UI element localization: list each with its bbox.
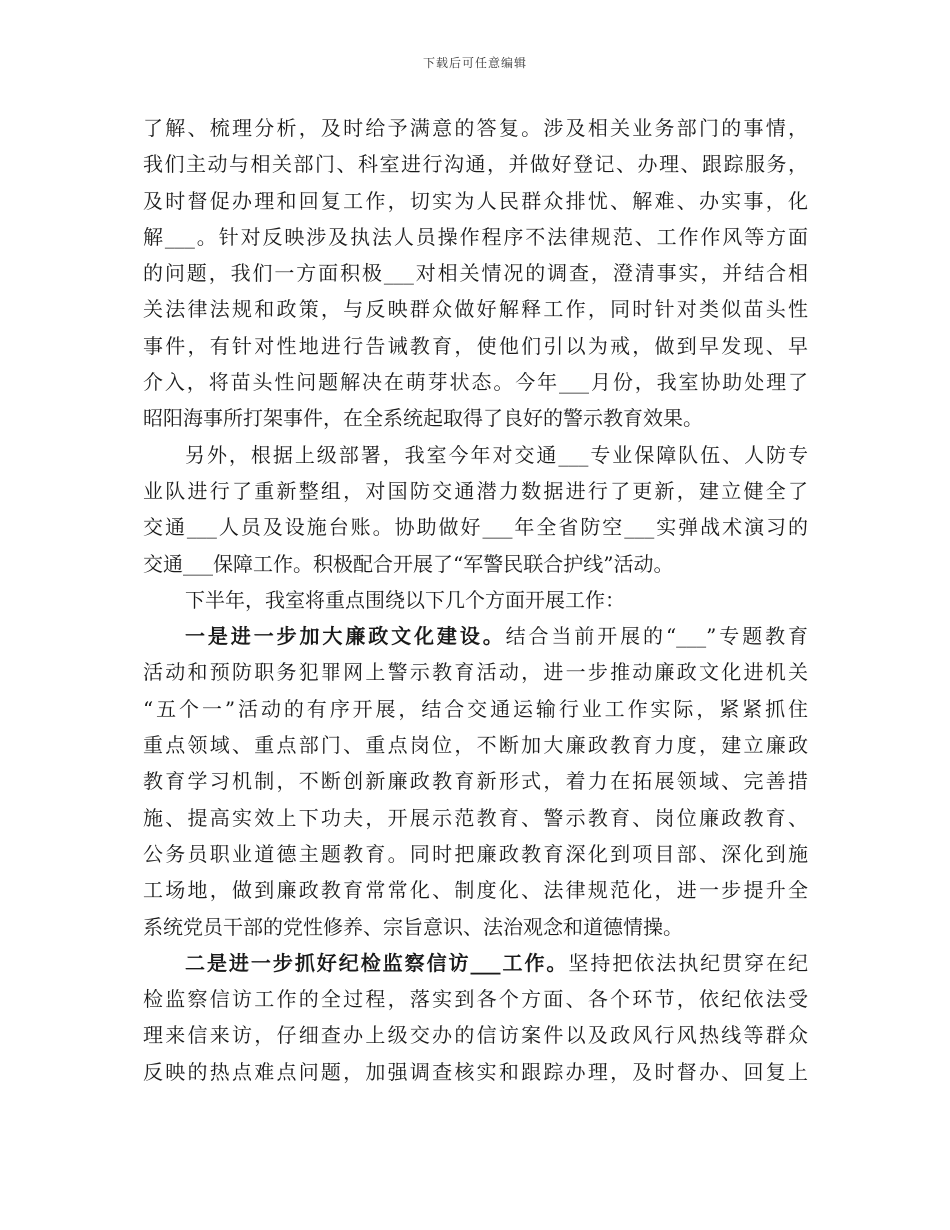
- paragraph-text: 坚持把依法执纪贯穿在纪: [568, 950, 808, 975]
- paragraph-line: 反映的热点难点问题，加强调查核实和跟踪办理，及时督办、回复上: [143, 1059, 808, 1084]
- paragraph-line: 公务员职业道德主题教育。同时把廉政教育深化到项目部、深化到施: [143, 841, 808, 866]
- paragraph-line: 检监察信访工作的全过程，落实到各个方面、各个环节，依纪依法受: [143, 987, 808, 1012]
- paragraph-line: 教育学习机制，不断创新廉政教育新形式，着力在拓展领域、完善措: [143, 769, 808, 794]
- page-header: 下载后可任意编辑: [422, 56, 527, 70]
- paragraph-line: 重点领域、重点部门、重点岗位，不断加大廉政教育力度，建立廉政: [143, 733, 808, 758]
- paragraph-line: 理来信来访，仔细查办上级交办的信访案件以及政风行风热线等群众: [143, 1023, 808, 1048]
- paragraph-line: 系统党员干部的党性修养、宗旨意识、法治观念和道德情操。: [143, 914, 683, 939]
- document-body: [143, 110, 808, 1090]
- paragraph-line: 另外，根据上级部署，我室今年对交通___专业保障队伍、人防专: [185, 442, 808, 467]
- paragraph-line: 交通___人员及设施台账。协助做好___年全省防空___实弹战术演习的: [143, 515, 808, 540]
- paragraph-line: 活动和预防职务犯罪网上警示教育活动，进一步推动廉政文化进机关: [143, 660, 808, 685]
- paragraph-line: 了解、梳理分析，及时给予满意的答复。涉及相关业务部门的事情，: [143, 116, 808, 140]
- paragraph-line: [143, 945, 808, 981]
- paragraph-line: 业队进行了重新整组，对国防交通潜力数据进行了更新，建立健全了: [143, 478, 808, 503]
- paragraph-text: 结合当前开展的“___”专题教育: [505, 624, 808, 649]
- paragraph-line: 工场地，做到廉政教育常常化、制度化、法律规范化，进一步提升全: [143, 878, 808, 903]
- paragraph-line: 关法律法规和政策，与反映群众做好解释工作，同时针对类似苗头性: [143, 297, 808, 322]
- section-heading: 二是进一步抓好纪检监察信访___工作。: [185, 950, 569, 975]
- paragraph-line: 的问题，我们一方面积极___对相关情况的调查，澄清事实，并结合相: [143, 261, 808, 286]
- paragraph-line: 及时督促办理和回复工作，切实为人民群众排忧、解难、办实事，化: [143, 188, 808, 213]
- paragraph-line: 昭阳海事所打架事件，在全系统起取得了良好的警示教育效果。: [143, 406, 703, 431]
- paragraph-line: 事件，有针对性地进行告诫教育，使他们引以为戒，做到早发现、早: [143, 333, 808, 358]
- paragraph-line: 交通___保障工作。积极配合开展了“军警民联合护线”活动。: [143, 551, 674, 576]
- section-heading: 一是进一步加大廉政文化建设。: [185, 624, 506, 649]
- paragraph-line: 下半年，我室将重点围绕以下几个方面开展工作：: [185, 587, 625, 612]
- paragraph-line: [143, 618, 808, 654]
- paragraph-line: 介入，将苗头性问题解决在萌芽状态。今年___月份，我室协助处理了: [143, 370, 808, 395]
- paragraph-line: 施、提高实效上下功夫，开展示范教育、警示教育、岗位廉政教育、: [143, 805, 808, 830]
- paragraph-line: 我们主动与相关部门、科室进行沟通，并做好登记、办理、跟踪服务，: [143, 152, 808, 177]
- paragraph-line: “五个一”活动的有序开展，结合交通运输行业工作实际，紧紧抓住: [143, 696, 808, 721]
- paragraph-line: 解___。针对反映涉及执法人员操作程序不法律规范、工作作风等方面: [143, 224, 808, 249]
